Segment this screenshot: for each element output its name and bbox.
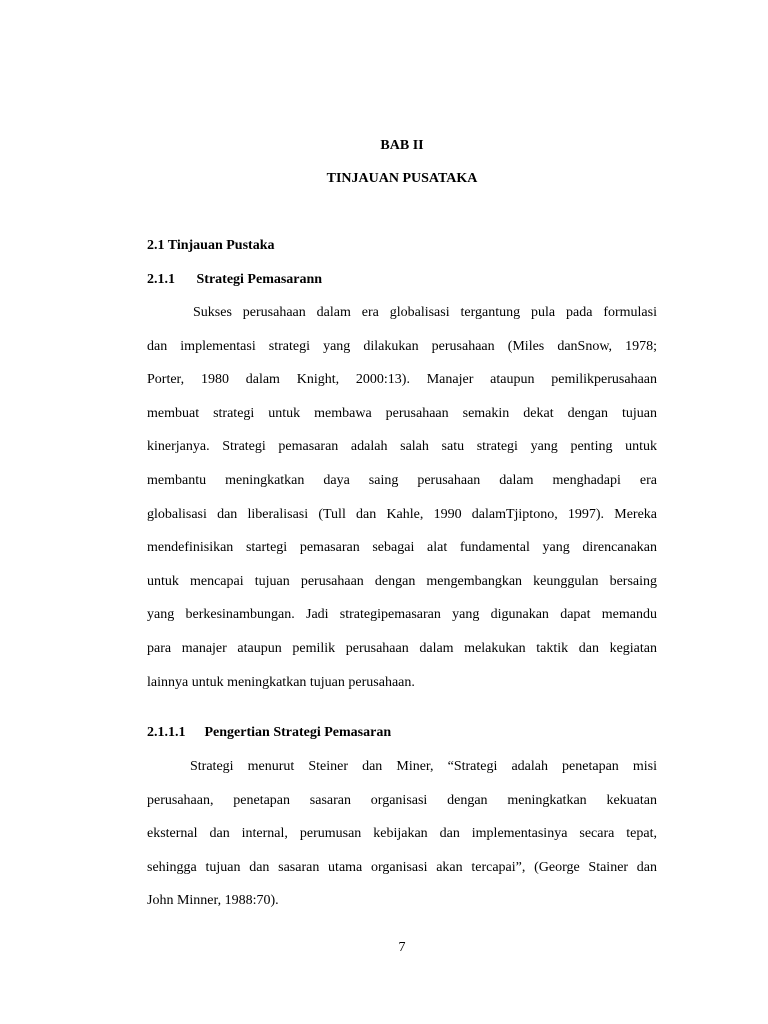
section-title: Pengertian Strategi Pemasaran xyxy=(204,725,392,740)
section-number: 2.1 xyxy=(147,238,165,253)
section-title: Strategi Pemasarann xyxy=(196,272,323,287)
paragraph-line: eksternal dan internal, perumusan kebijakan dan implementasinya secara tepat, xyxy=(147,826,657,842)
section-heading-2-1-1-1 xyxy=(147,725,391,741)
page-number: 7 xyxy=(398,940,406,955)
paragraph-line: Strategi menurut Steiner dan Miner, “Strategi adalah penetapan misi xyxy=(190,759,657,774)
section-number: 2.1.1 xyxy=(147,272,175,287)
paragraph-line: lainnya untuk meningkatkan tujuan perusahaan. xyxy=(147,674,415,690)
paragraph-strategi-pemasaran xyxy=(147,305,657,708)
paragraph-line: membuat strategi untuk membawa perusahaan semakin dekat dengan tujuan xyxy=(147,405,657,421)
paragraph-line: Porter, 1980 dalam Knight, 2000:13). Manajer ataupun pemilikperusahaan xyxy=(147,372,657,388)
paragraph-line: kinerjanya. Strategi pemasaran adalah salah satu strategi yang penting untuk xyxy=(147,439,657,455)
paragraph-line: globalisasi dan liberalisasi (Tull dan Kahle, 1990 dalamTjiptono, 1997). Mereka xyxy=(147,506,657,522)
paragraph-line: perusahaan, penetapan sasaran organisasi dengan meningkatkan kekuatan xyxy=(147,792,657,808)
paragraph-line: mendefinisikan startegi pemasaran sebagai alat fundamental yang direncanakan xyxy=(147,540,657,556)
section-title: Tinjauan Pustaka xyxy=(167,238,275,253)
section-heading-2-1-1 xyxy=(147,272,322,288)
paragraph-line: John Minner, 1988:70). xyxy=(147,893,279,909)
section-number: 2.1.1.1 xyxy=(147,725,186,740)
paragraph-line: Sukses perusahaan dalam era globalisasi tergantung pula pada formulasi xyxy=(193,305,657,320)
chapter-number: BAB II xyxy=(380,138,424,153)
chapter-title: TINJAUAN PUSATAKA xyxy=(326,171,478,186)
paragraph-pengertian-strategi xyxy=(147,759,657,927)
paragraph-line: untuk mencapai tujuan perusahaan dengan mengembangkan keunggulan bersaing xyxy=(147,573,657,589)
paragraph-line: dan implementasi strategi yang dilakukan perusahaan (Miles danSnow, 1978; xyxy=(147,338,657,354)
section-heading-2-1 xyxy=(147,238,274,254)
paragraph-line: membantu meningkatkan daya saing perusahaan dalam menghadapi era xyxy=(147,472,657,488)
paragraph-line: sehingga tujuan dan sasaran utama organisasi akan tercapai”, (George Stainer dan xyxy=(147,859,657,875)
paragraph-line: para manajer ataupun pemilik perusahaan dalam melakukan taktik dan kegiatan xyxy=(147,640,657,656)
paragraph-line: yang berkesinambungan. Jadi strategipemasaran yang digunakan dapat memandu xyxy=(147,607,657,623)
